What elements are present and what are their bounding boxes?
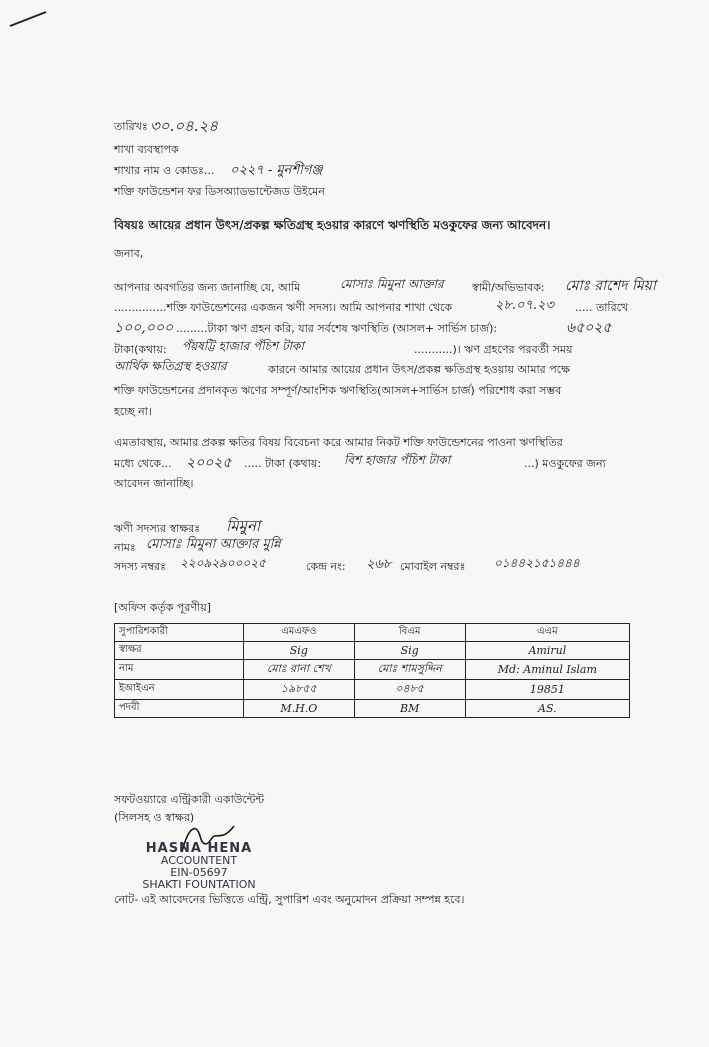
accountant-stamp bbox=[134, 843, 264, 891]
organization-line: শক্তি ফাউন্ডেশন ফর ডিসঅ্যাডভান্টেজড উইমেন bbox=[114, 185, 325, 198]
ein-cell: 19851 bbox=[529, 683, 565, 696]
table-cell bbox=[244, 700, 355, 718]
ein-cell: ১৯৮৫৫ bbox=[280, 682, 317, 695]
member-name-label: নামঃ bbox=[114, 541, 136, 554]
signature-cell: Amirul bbox=[528, 644, 567, 657]
member-name-handwritten: মোসাঃ মিমুনা আক্তার মুন্নি bbox=[146, 537, 281, 552]
addressee-line: শাখা ব্যবস্থাপক bbox=[114, 143, 179, 156]
table-cell bbox=[465, 680, 629, 700]
p1-text-c: ...............শক্তি ফাউন্ডেশনের একজন ঋণী সদস্য। আমি আপনার শাখা থেকে bbox=[114, 301, 453, 314]
p2-text-a: এমতাবস্থায়, আমার প্রকল্প ক্ষতির বিষয় বিবেচনা করে আমার নিকট শক্তি ফাউন্ডেশনের পাওনা ঋণস্থিতির bbox=[114, 436, 563, 449]
center-handwritten: ২৬৮ bbox=[366, 557, 392, 572]
table-cell bbox=[244, 642, 355, 660]
stamp-ein: EIN-05697 bbox=[170, 866, 228, 879]
recommendation-table bbox=[114, 623, 630, 718]
footer-note: নোট- এই আবেদনের ভিত্তিতে এন্ট্রি, সুপারিশ এবং অনুমোদন প্রক্রিয়া সম্পন্ন হবে। bbox=[114, 893, 465, 906]
table-row bbox=[115, 680, 630, 700]
p1-text-b: স্বামী/অভিভাবক: bbox=[472, 281, 545, 294]
table-header: এমএফও bbox=[244, 624, 355, 642]
designation-cell: AS. bbox=[538, 702, 557, 715]
p1-name-handwritten: মোসাঃ মিমুনা আক্তার bbox=[340, 277, 444, 291]
seal-signature-label: (সিলসহ ও স্বাক্ষর) bbox=[114, 811, 195, 824]
table-row bbox=[115, 700, 630, 718]
date-label: তারিখঃ bbox=[114, 120, 148, 133]
table-header-row bbox=[115, 624, 630, 642]
p1-text-h: কারনে আমার আয়ের প্রধান উৎস/প্রকল্প ক্ষতিগ্রস্থ হওয়ায় আমার পক্ষে bbox=[268, 363, 571, 376]
p1-text-e: .........টাকা ঋণ গ্রহন করি, যার সর্বশেষ ঋণস্থিতি (আসল+ সার্ভিস চার্জ): bbox=[176, 322, 498, 335]
stamp-title: ACCOUNTENT bbox=[160, 854, 238, 867]
p2-text-b: মধ্যে থেকে... bbox=[114, 457, 172, 470]
ein-cell: ০৪৮৫ bbox=[395, 682, 424, 695]
name-cell: মোঃ শামসুদ্দিন bbox=[377, 662, 442, 675]
p1-guardian-handwritten: মোঃ রাশেদ মিয়া bbox=[565, 278, 656, 294]
branch-value: ০২২৭ - মুনশীগঞ্জ bbox=[230, 163, 323, 178]
pen-mark-icon bbox=[8, 8, 48, 28]
name-cell: মোঃ রানা শেখ bbox=[266, 662, 331, 675]
mobile-label: মোবাইল নম্বরঃ bbox=[400, 560, 466, 573]
p1-reason-handwritten: আর্থিক ক্ষতিগ্রস্থ হওয়ার bbox=[114, 359, 227, 373]
name-cell: Md: Aminul Islam bbox=[497, 663, 597, 676]
p2-text-e: আবেদন জানাচ্ছি। bbox=[114, 477, 194, 490]
date-value: ৩০.০৪.২৪ bbox=[150, 117, 219, 135]
p1-balance-handwritten: ৬৫০২৫ bbox=[566, 320, 612, 336]
member-id-label: সদস্য নম্বরঃ bbox=[114, 560, 166, 573]
p2-words-handwritten: বিশ হাজার পঁচিশ টাকা bbox=[344, 453, 451, 467]
designation-cell: M.H.O bbox=[280, 702, 318, 715]
row-label: নাম bbox=[115, 660, 244, 680]
table-cell bbox=[354, 680, 465, 700]
p1-text-d: ..... তারিখে bbox=[575, 301, 629, 314]
p2-text-c: ..... টাকা (কথায়: bbox=[244, 457, 322, 470]
table-cell bbox=[465, 660, 629, 680]
table-header: এএম bbox=[465, 624, 629, 642]
p1-text-i: শক্তি ফাউন্ডেশনের প্রদানকৃত ঋণের সম্পূর্ণ/আংশিক ঋণস্থিতি(আসল+সার্ভিস চার্জ) পরিশোধ করা সম্ভব bbox=[114, 384, 562, 397]
designation-cell: BM bbox=[399, 702, 420, 715]
member-signature-label: ঋণী সদস্যর স্বাক্ষরঃ bbox=[114, 522, 201, 535]
table-header: বিএম bbox=[354, 624, 465, 642]
row-label: স্বাক্ষর bbox=[115, 642, 244, 660]
table-cell bbox=[354, 700, 465, 718]
table-cell bbox=[244, 660, 355, 680]
center-label: কেন্দ্র নং: bbox=[306, 560, 346, 573]
p2-text-d: ...) মওকুফের জন্য bbox=[524, 457, 606, 470]
p1-date-handwritten: ২৮.০৭.২৩ bbox=[495, 298, 554, 313]
table-cell bbox=[354, 660, 465, 680]
p2-amount-handwritten: ২০০২৫ bbox=[186, 455, 232, 471]
p1-amount-handwritten: ১০০,০০০ bbox=[114, 320, 174, 336]
row-label: ইআইএন bbox=[115, 680, 244, 700]
p1-text-f: টাকা(কথায়: bbox=[114, 343, 167, 356]
stamp-org: SHAKTI FOUNTATION bbox=[142, 878, 256, 891]
entry-accountant-label: সফটওয়্যারে এন্ট্রিকারী একাউন্টেন্ট bbox=[114, 793, 265, 806]
p1-text-g: ...........)। ঋণ গ্রহণের পরবর্তী সময় bbox=[414, 343, 573, 356]
p1-text-j: হচ্ছে না। bbox=[114, 405, 152, 418]
subject-line: বিষয়ঃ আয়ের প্রধান উৎস/প্রকল্প ক্ষতিগ্রস্থ হওয়ার কারণে ঋণস্থিতি মওকুফের জন্য আবেদন। bbox=[114, 218, 551, 232]
table-cell bbox=[465, 642, 629, 660]
table-row bbox=[115, 642, 630, 660]
salutation: জনাব, bbox=[114, 247, 144, 260]
member-signature: মিমুনা bbox=[226, 517, 261, 535]
signature-cell: Sig bbox=[289, 644, 308, 657]
p1-words-handwritten: পঁয়ষট্টি হাজার পঁচিশ টাকা bbox=[182, 339, 304, 353]
branch-label: শাখার নাম ও কোডঃ... bbox=[114, 164, 215, 177]
office-use-label: [অফিস কর্তৃক পূরণীয়] bbox=[114, 601, 211, 614]
stamp-name: HASNA HENA bbox=[145, 841, 253, 856]
mobile-handwritten: ০১৪৪২১৫১৪৪৪ bbox=[494, 556, 580, 570]
table-row bbox=[115, 660, 630, 680]
signature-cell: Sig bbox=[400, 644, 419, 657]
p1-text-a: আপনার অবগতির জন্য জানাচ্ছি যে, আমি bbox=[114, 281, 301, 294]
table-cell bbox=[465, 700, 629, 718]
table-cell bbox=[354, 642, 465, 660]
row-label: পদবী bbox=[115, 700, 244, 718]
table-cell bbox=[244, 680, 355, 700]
table-header: সুপারিশকারী bbox=[115, 624, 244, 642]
member-id-handwritten: ২২০৯২৯০০০২৫ bbox=[180, 556, 266, 570]
